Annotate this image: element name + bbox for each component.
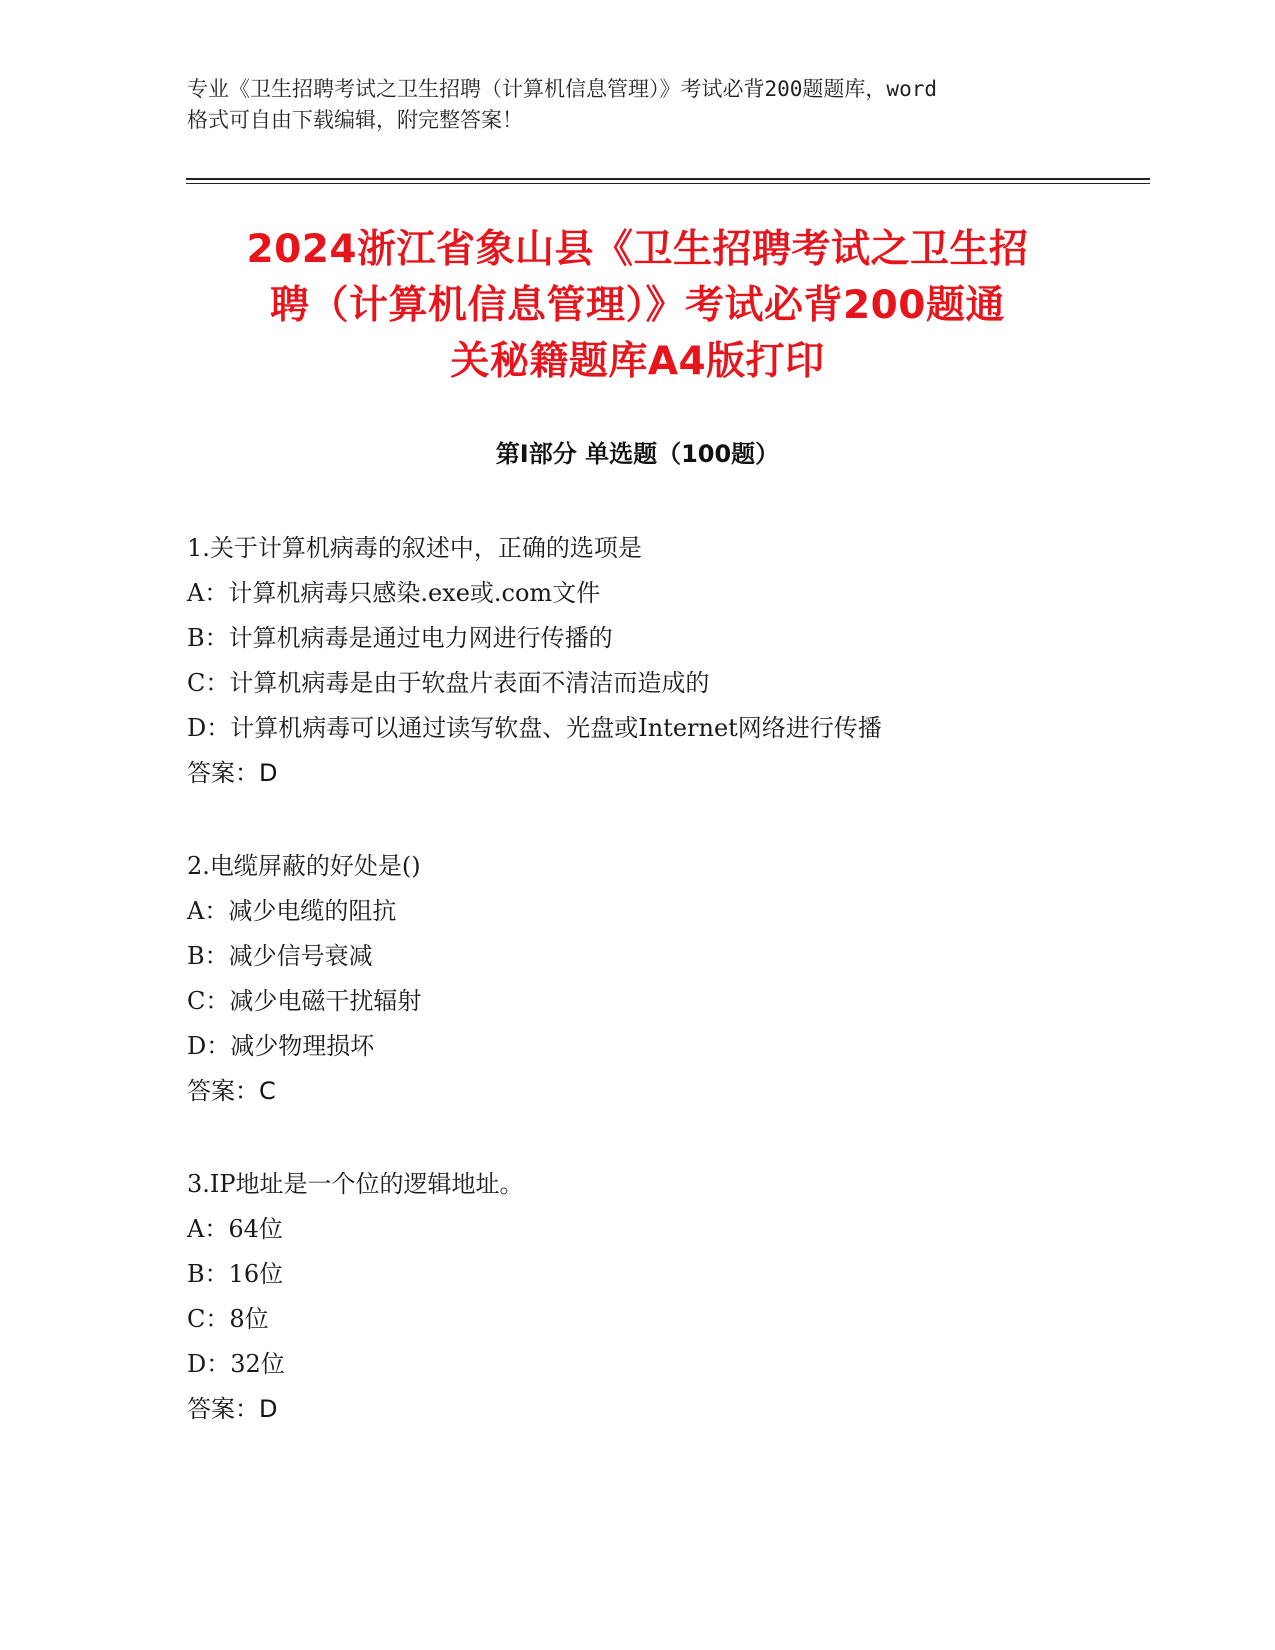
answer-line: 答案：D <box>187 759 278 787</box>
question-stem: 2.电缆屏蔽的好处是() <box>187 852 421 880</box>
answer-line: 答案：C <box>187 1077 276 1105</box>
document-title-line-2: 聘（计算机信息管理）》考试必背200题通 <box>270 283 1005 328</box>
document-title <box>150 222 1125 390</box>
option-b: B：减少信号衰减 <box>187 942 373 970</box>
question-block <box>187 1162 1107 1432</box>
option-c: C：减少电磁干扰辐射 <box>187 987 422 1015</box>
option-b: B：16位 <box>187 1260 284 1288</box>
header-divider-thick <box>186 178 1150 180</box>
header-note-line-1: 专业《卫生招聘考试之卫生招聘（计算机信息管理）》考试必背200题题库，word <box>187 77 937 101</box>
header-note <box>187 74 1087 136</box>
option-d: D：32位 <box>187 1350 285 1378</box>
option-a: A：64位 <box>187 1215 283 1243</box>
option-b: B：计算机病毒是通过电力网进行传播的 <box>187 624 613 652</box>
question-block <box>187 526 1107 796</box>
header-note-line-2: 格式可自由下载编辑，附完整答案！ <box>187 108 523 132</box>
question-stem: 3.IP地址是一个位的逻辑地址。 <box>187 1170 524 1198</box>
header-divider-thin <box>186 183 1150 184</box>
question-stem: 1.关于计算机病毒的叙述中，正确的选项是 <box>187 534 642 562</box>
document-title-line-3: 关秘籍题库A4版打印 <box>450 339 825 384</box>
option-c: C：计算机病毒是由于软盘片表面不清洁而造成的 <box>187 669 710 697</box>
option-c: C：8位 <box>187 1305 269 1333</box>
option-d: D：计算机病毒可以通过读写软盘、光盘或Internet网络进行传播 <box>187 714 882 742</box>
option-a: A：减少电缆的阻抗 <box>187 897 397 925</box>
option-a: A：计算机病毒只感染.exe或.com文件 <box>187 579 601 607</box>
question-block <box>187 844 1107 1114</box>
answer-line: 答案：D <box>187 1395 278 1423</box>
document-title-line-1: 2024浙江省象山县《卫生招聘考试之卫生招 <box>246 227 1029 272</box>
section-title: 第Ⅰ部分 单选题（100题） <box>495 440 780 468</box>
option-d: D：减少物理损坏 <box>187 1032 375 1060</box>
